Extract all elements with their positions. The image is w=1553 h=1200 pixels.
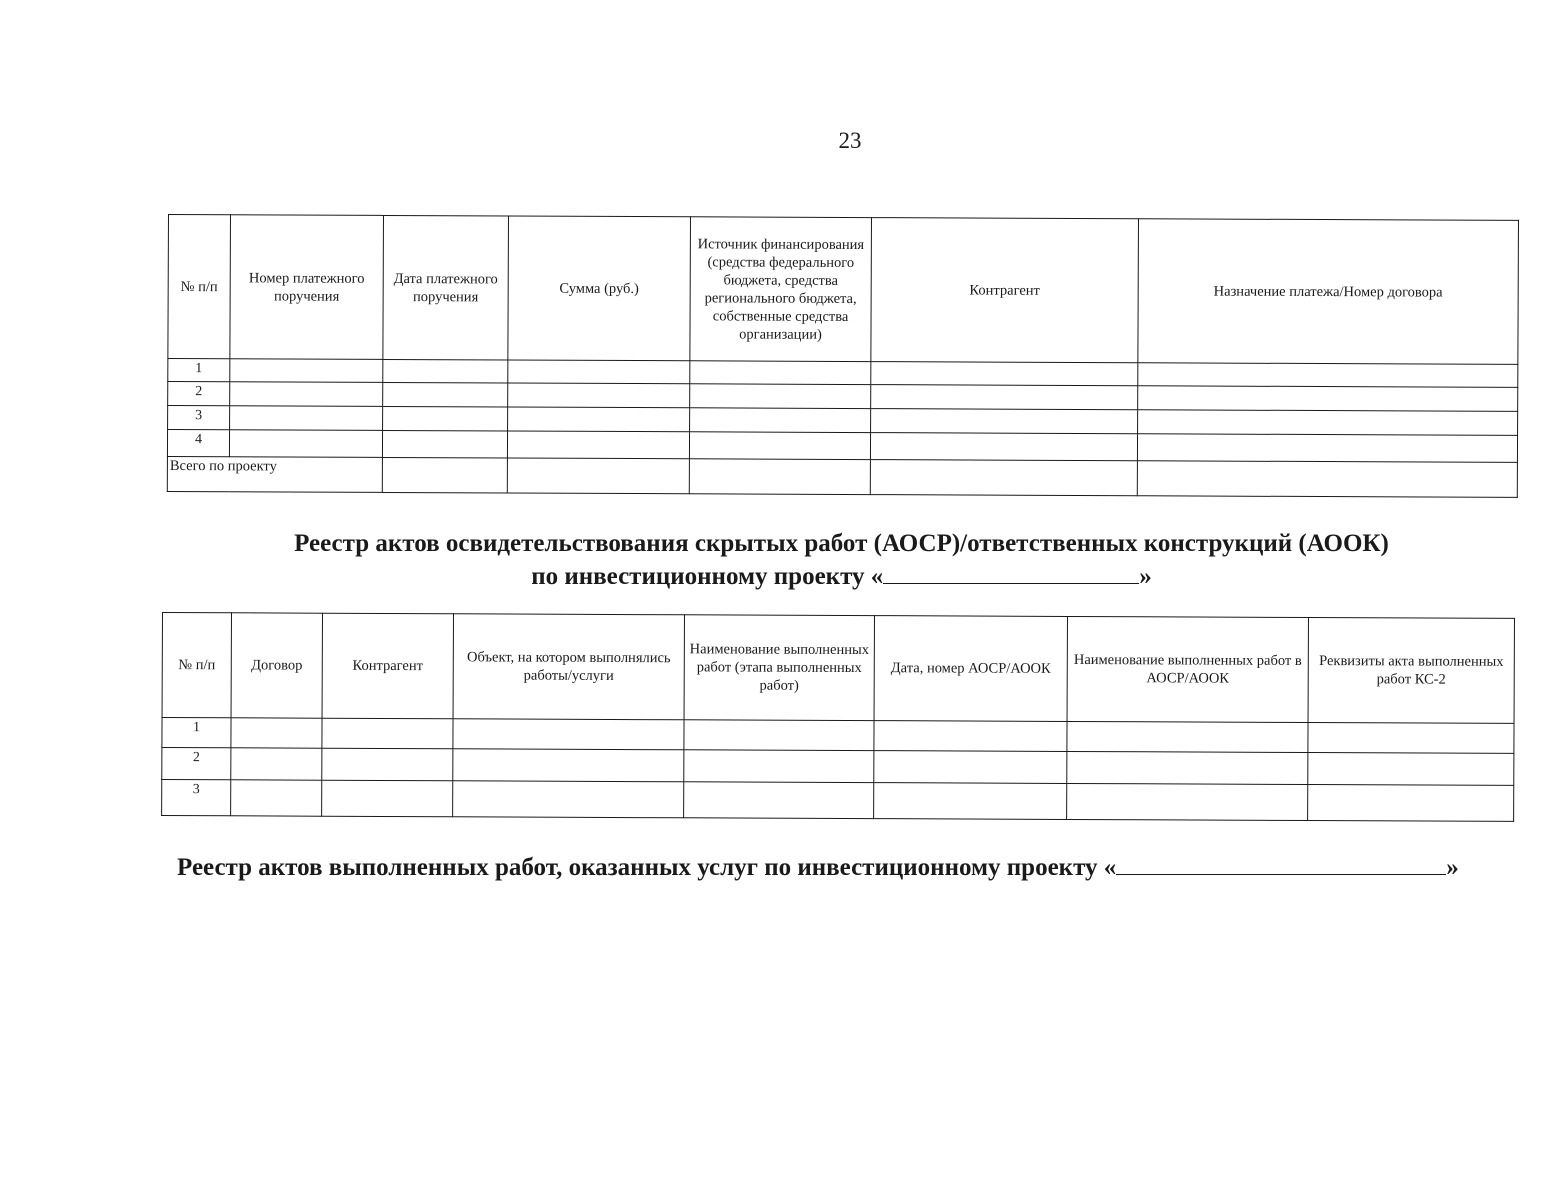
cell [1308,753,1514,786]
aosr-header-cell: Наименование выполненных работ (этапа выполненных работ) [684,615,874,721]
aosr-subtitle-suffix: » [1139,563,1152,590]
table-row [162,780,1514,822]
aosr-header-cell: Реквизиты акта выполненных работ КС-2 [1308,618,1514,724]
row-number: 4 [167,430,229,457]
cell [453,749,684,782]
row-number: 1 [162,718,231,748]
aosr-header-cell: Контрагент [322,613,453,719]
cell [690,408,871,433]
cell [1067,751,1308,784]
cell [322,748,453,781]
aosr-header-row [162,613,1514,724]
cell [453,781,684,818]
aosr-subtitle-prefix: по инвестиционному проекту « [531,563,884,590]
project-name-blank [883,561,1139,584]
cell [230,406,383,431]
cell [1067,721,1308,752]
aosr-header-cell: Объект, на котором выполнялись работы/услуги [453,614,684,720]
acts-registry-title [177,852,1459,884]
cell [382,457,507,493]
cell [508,360,690,384]
payments-header-cell: Дата платежного поручения [383,215,509,360]
cell [383,406,508,431]
cell [1308,785,1514,822]
row-number: 1 [168,359,230,382]
total-label: Всего по проекту [167,456,382,492]
payments-header-row [168,215,1519,365]
cell [230,382,383,407]
cell [231,780,322,816]
payments-table [167,214,1519,498]
cell [507,431,689,459]
cell [453,719,684,750]
cell [871,362,1138,386]
total-row [167,456,1517,497]
cell [383,382,508,407]
cell [1067,783,1308,820]
cell [230,359,383,383]
cell [322,780,453,817]
cell [871,409,1138,434]
cell [229,430,382,458]
cell [874,751,1067,784]
aosr-header-cell: Договор [231,613,322,718]
aosr-registry-subtitle [0,561,1553,593]
project-name-blank [1116,852,1446,875]
cell [1138,386,1518,412]
cell [870,460,1137,496]
aosr-registry-title: Реестр актов освидетельствования скрытых работ (АОСР)/ответственных конструкций (АООК) [294,530,1389,557]
acts-title-suffix: » [1446,854,1459,881]
cell [690,361,871,385]
cell [870,433,1137,461]
payments-header-cell: Источник финансирования (средства федерального бюджета, средства регионального бюджета, собственные средства организации) [690,217,872,362]
cell [874,783,1067,820]
cell [508,407,690,432]
row-number: 2 [168,382,230,406]
cell [383,359,508,383]
row-number: 3 [162,780,231,816]
cell [382,430,507,458]
row-number: 3 [168,406,230,430]
cell [507,458,689,494]
aosr-table [161,612,1515,822]
row-number: 2 [162,748,231,780]
cell [871,385,1138,410]
payments-header-cell: № п/п [168,215,231,359]
payments-header-cell: Контрагент [871,218,1139,363]
cell [1138,363,1518,388]
cell [1138,410,1518,436]
page-number: 23 [838,128,862,153]
cell [1137,461,1517,498]
cell [684,750,874,783]
cell [690,384,871,409]
cell [1137,434,1517,463]
payments-header-cell: Назначение платежа/Номер договора [1138,219,1519,365]
cell [874,721,1067,752]
cell [689,432,870,460]
cell [684,720,874,751]
payments-header-cell: Сумма (руб.) [508,216,691,361]
cell [231,718,322,748]
cell [1308,723,1514,754]
cell [231,748,322,780]
aosr-header-cell: Дата, номер АОСР/АООК [874,616,1067,722]
cell [684,782,874,819]
cell [508,383,690,408]
aosr-header-cell: № п/п [162,613,231,718]
payments-header-cell: Номер платежного поручения [230,215,384,360]
cell [689,459,870,495]
acts-title-prefix: Реестр актов выполненных работ, оказанных услуг по инвестиционному проекту « [177,854,1117,881]
aosr-header-cell: Наименование выполненных работ в АОСР/АООК [1067,616,1308,722]
cell [322,718,453,749]
